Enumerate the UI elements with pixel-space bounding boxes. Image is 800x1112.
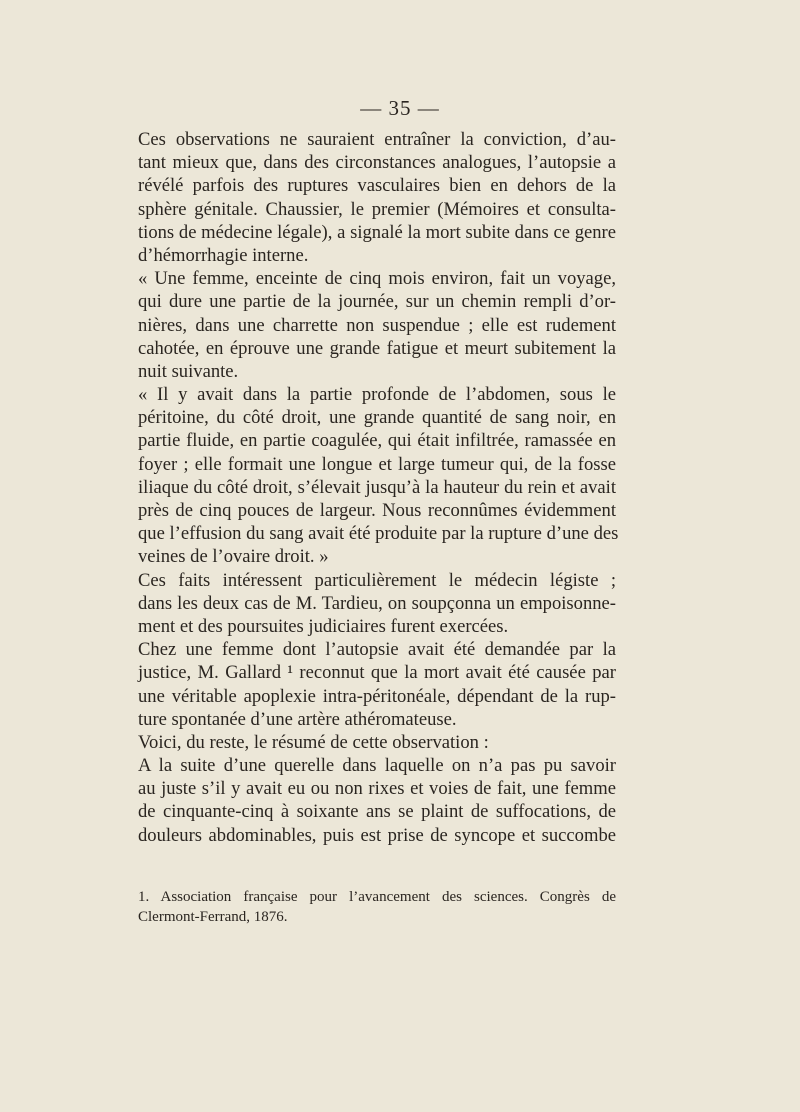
text-line: une véritable apoplexie intra-péritonéale, dépendant de la rup- bbox=[138, 685, 616, 707]
text-line: Ces faits intéressent particulièrement le médecin légiste ; bbox=[138, 569, 616, 591]
text-line: sphère génitale. Chaussier, le premier (Mémoires et consulta- bbox=[138, 198, 616, 220]
text-line: près de cinq pouces de largeur. Nous reconnûmes évidemment bbox=[138, 500, 616, 521]
text-line: « Il y avait dans la partie profonde de l’abdomen, sous le bbox=[138, 384, 616, 406]
text-line: ment et des poursuites judiciaires furent exercées. bbox=[138, 615, 509, 637]
footnote-line: 1. Association française pour l’avancement des sciences. Congrès de bbox=[138, 889, 616, 905]
text-line: « Une femme, enceinte de cinq mois environ, fait un voyage, bbox=[138, 268, 616, 290]
text-line: A la suite d’une querelle dans laquelle on n’a pas pu savoir bbox=[138, 755, 616, 777]
text-line: ture spontanée d’une artère athéromateuse. bbox=[138, 708, 457, 730]
text-line: Chez une femme dont l’autopsie avait été demandée par la bbox=[138, 639, 616, 661]
footnotes bbox=[138, 887, 616, 927]
text-line: d’hémorrhagie interne. bbox=[138, 244, 309, 266]
page-number: — 35 — bbox=[360, 96, 440, 120]
text-line: Ces observations ne sauraient entraîner la conviction, d’au- bbox=[138, 129, 616, 150]
text-line: cahotée, en éprouve une grande fatigue et meurt subitement la bbox=[138, 337, 616, 359]
text-line: partie fluide, en partie coagulée, qui était infiltrée, ramassée en bbox=[138, 430, 616, 452]
text-line: douleurs abdominables, puis est prise de syncope et succombe bbox=[138, 824, 616, 846]
text-line: veines de l’ovaire droit. » bbox=[138, 546, 329, 568]
text-line: révélé parfois des ruptures vasculaires bien en dehors de la bbox=[138, 175, 616, 197]
text-line: dans les deux cas de M. Tardieu, on soupçonna un empoisonne- bbox=[138, 592, 616, 614]
text-line: Voici, du reste, le résumé de cette observation : bbox=[138, 731, 489, 753]
text-line: tions de médecine légale), a signalé la mort subite dans ce genre bbox=[138, 221, 616, 243]
text-line: tant mieux que, dans des circonstances analogues, l’autopsie a bbox=[138, 152, 616, 174]
text-line: au juste s’il y avait eu ou non rixes et voies de fait, une femme bbox=[138, 778, 616, 800]
text-line: de cinquante-cinq à soixante ans se plaint de suffocations, de bbox=[138, 801, 616, 823]
text-line: justice, M. Gallard ¹ reconnut que la mort avait été causée par bbox=[138, 662, 616, 684]
text-line: nuit suivante. bbox=[138, 360, 239, 382]
text-line: péritoine, du côté droit, une grande quantité de sang noir, en bbox=[138, 407, 616, 429]
body-text bbox=[138, 128, 619, 847]
footnote-line: Clermont-Ferrand, 1876. bbox=[138, 909, 288, 925]
text-line: foyer ; elle formait une longue et large tumeur qui, de la fosse bbox=[138, 453, 616, 475]
text-line: nières, dans une charrette non suspendue ; elle est rudement bbox=[138, 314, 616, 336]
text-line: qui dure une partie de la journée, sur un chemin rempli d’or- bbox=[138, 291, 616, 313]
text-line: que l’effusion du sang avait été produite par la rupture d’une des bbox=[138, 523, 619, 545]
text-line: iliaque du côté droit, s’élevait jusqu’à la hauteur du rein et avait bbox=[138, 476, 616, 498]
